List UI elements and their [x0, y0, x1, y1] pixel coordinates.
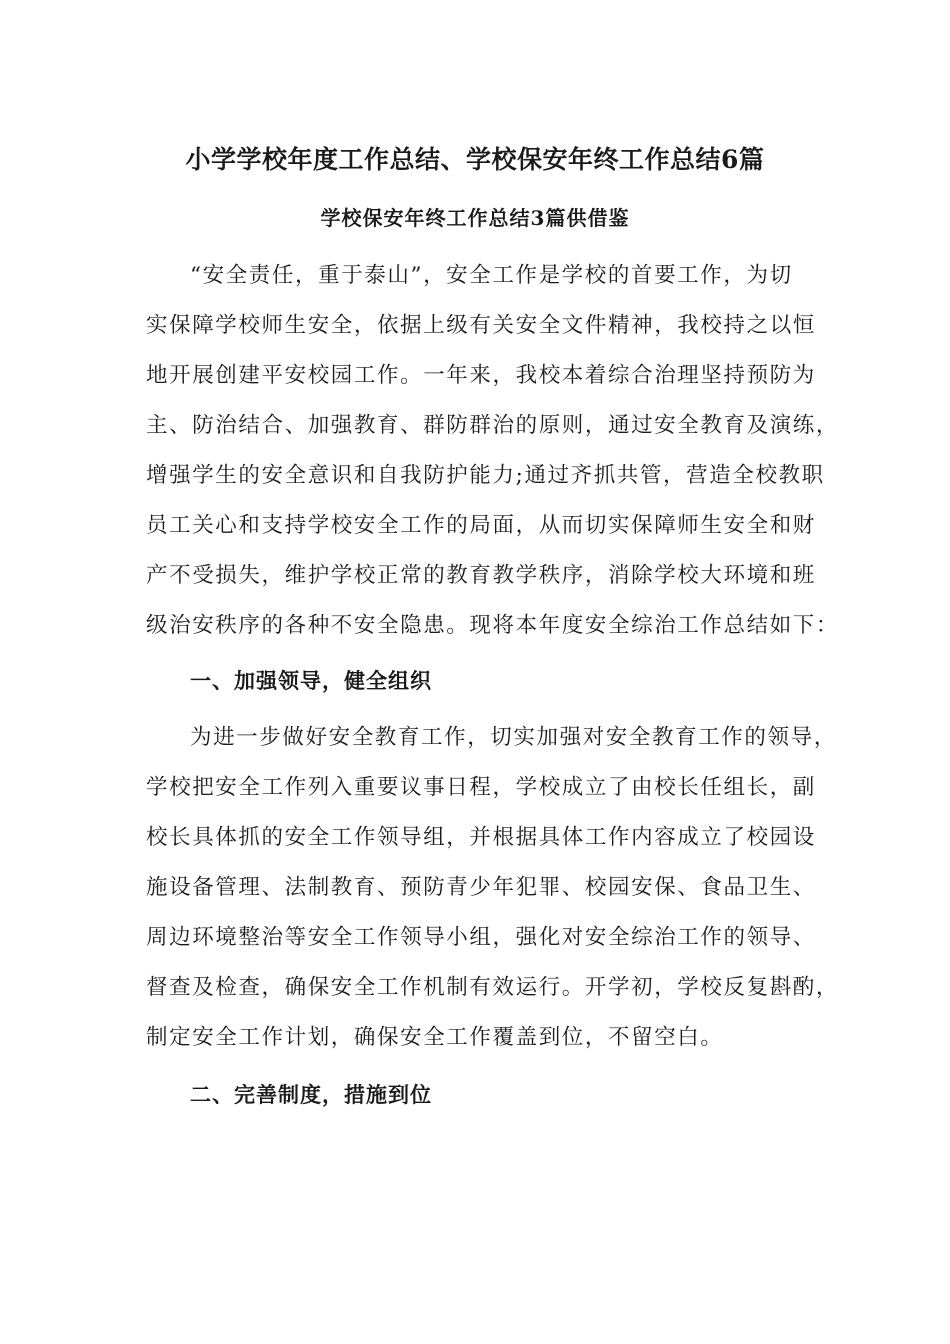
document-subtitle: 学校保安年终工作总结3篇供借鉴 — [320, 206, 630, 230]
section-heading: 二、完善制度，措施到位 — [190, 1082, 432, 1107]
paragraph-line: 增强学生的安全意识和自我防护能力;通过齐抓共管，营造全校教职 — [146, 463, 825, 488]
section-heading: 一、加强领导，健全组织 — [190, 668, 432, 693]
paragraph-line: 督查及检查，确保安全工作机制有效运行。开学初，学校反复斟酌， — [146, 975, 840, 1000]
paragraph-line: 实保障学校师生安全，依据上级有关安全文件精神，我校持之以恒 — [146, 313, 816, 338]
paragraph-line: 地开展创建平安校园工作。一年来，我校本着综合治理坚持预防为 — [146, 363, 816, 388]
document-title: 小学学校年度工作总结、学校保安年终工作总结6篇 — [185, 145, 765, 174]
paragraph-line: 周边环境整治等安全工作领导小组，强化对安全综治工作的领导、 — [146, 925, 816, 950]
paragraph-line: “安全责任，重于泰山”，安全工作是学校的首要工作，为切 — [190, 263, 793, 288]
paragraph-line: 员工关心和支持学校安全工作的局面，从而切实保障师生安全和财 — [146, 513, 816, 538]
paragraph-line: 学校把安全工作列入重要议事日程，学校成立了由校长任组长，副 — [146, 775, 816, 800]
paragraph-line: 产不受损失，维护学校正常的教育教学秩序，消除学校大环境和班 — [146, 563, 816, 588]
paragraph-line: 制定安全工作计划，确保安全工作覆盖到位，不留空白。 — [146, 1025, 724, 1050]
paragraph-line: 施设备管理、法制教育、预防青少年犯罪、校园安保、食品卫生、 — [146, 875, 816, 900]
paragraph-line: 主、防治结合、加强教育、群防群治的原则，通过安全教育及演练， — [146, 413, 840, 438]
paragraph-line: 校长具体抓的安全工作领导组，并根据具体工作内容成立了校园设 — [146, 825, 816, 850]
paragraph-line: 级治安秩序的各种不安全隐患。现将本年度安全综治工作总结如下： — [146, 613, 840, 638]
paragraph-line: 为进一步做好安全教育工作，切实加强对安全教育工作的领导， — [190, 725, 837, 750]
